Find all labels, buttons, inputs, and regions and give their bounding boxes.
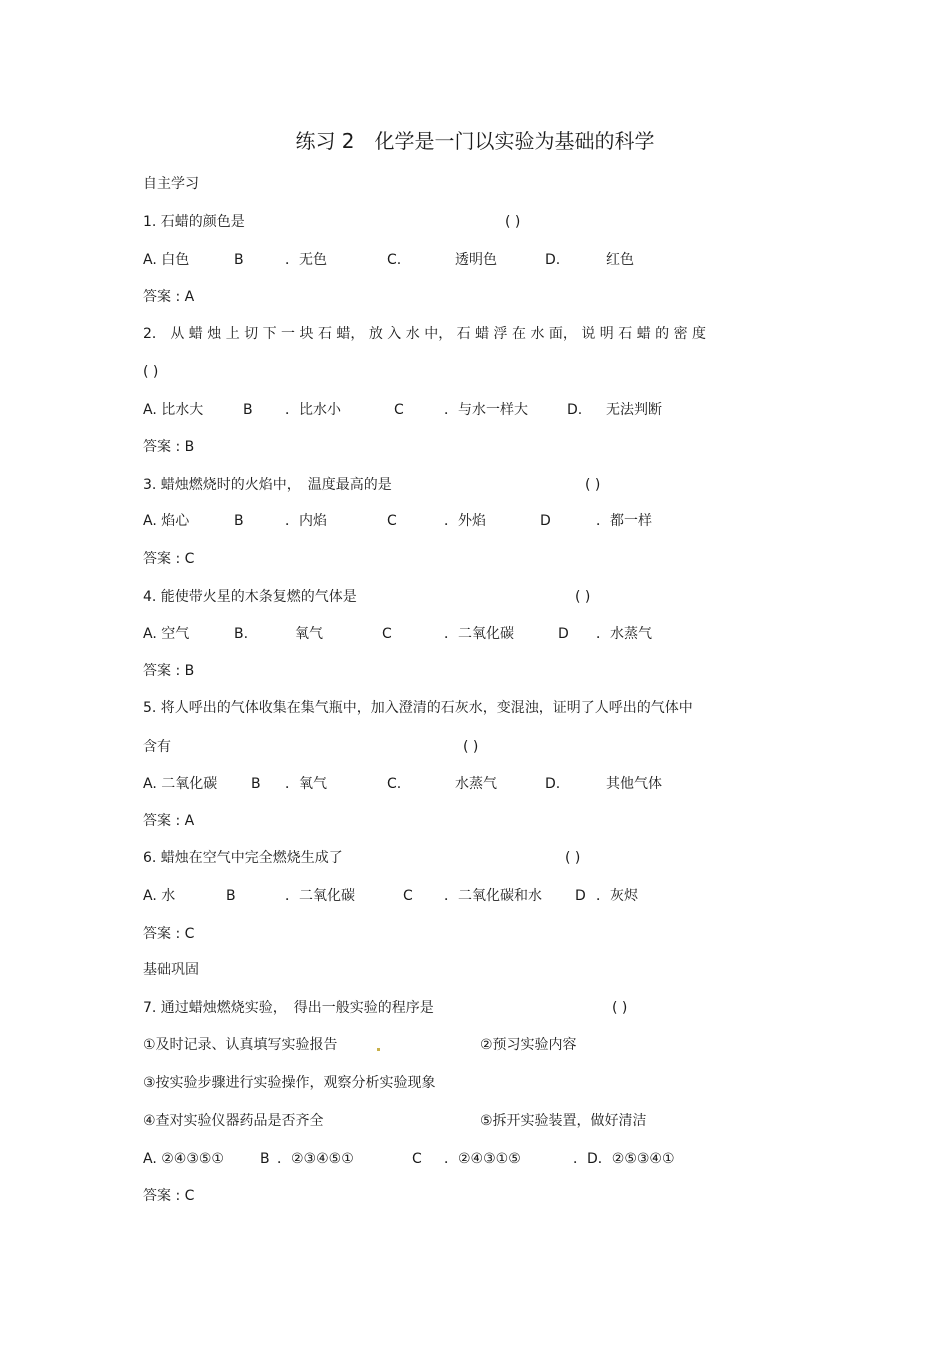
q7-step-item: ①及时记录、认真填写实验报告: [143, 1037, 338, 1053]
q5-option: 水蒸气: [455, 776, 497, 792]
q3-option: ．外焰: [444, 513, 486, 529]
question-5-paren: ( ): [463, 739, 479, 755]
section-heading-self-study: 自主学习: [143, 176, 199, 192]
q7-step-item: ②预习实验内容: [480, 1037, 577, 1053]
question-4-answer: 答案 : B: [143, 663, 195, 679]
q6-option: B: [226, 888, 236, 904]
q3-option: D: [540, 513, 551, 529]
q6-option: C: [403, 888, 413, 904]
q1-option: 透明色: [455, 252, 497, 268]
question-4-paren: ( ): [575, 589, 591, 605]
question-2-stem: 2． 从 蜡 烛 上 切 下 一 块 石 蜡， 放 入 水 中， 石 蜡 浮 在 水 面， 说 明 石 蜡 的 密 度: [143, 326, 707, 342]
q7-step-item: ③按实验步骤进行实验操作，观察分析实验现象: [143, 1075, 436, 1091]
q2-option: C: [394, 402, 404, 418]
q6-option: ．二氧化碳: [285, 888, 355, 904]
q4-option: 氧气: [295, 626, 323, 642]
q1-option: D.: [545, 252, 561, 268]
question-1-stem: 1. 石蜡的颜色是: [143, 214, 245, 230]
question-2-answer: 答案 : B: [143, 439, 195, 455]
question-5-stem-continued: 含有: [143, 739, 171, 755]
q5-option: ．氧气: [285, 776, 327, 792]
q6-option: ．二氧化碳和水: [444, 888, 542, 904]
q4-option: B.: [234, 626, 249, 642]
q4-option: A. 空气: [143, 626, 190, 642]
q7-step-item: ④查对实验仪器药品是否齐全: [143, 1113, 324, 1129]
q7-option: C: [412, 1151, 422, 1167]
q3-option: B: [234, 513, 244, 529]
q4-option: D: [558, 626, 569, 642]
question-2-paren: ( ): [143, 364, 159, 380]
question-7-stem: 7. 通过蜡烛燃烧实验， 得出一般实验的程序是: [143, 1000, 434, 1016]
question-5-answer: 答案 : A: [143, 813, 195, 829]
q1-option: B: [234, 252, 244, 268]
question-7-paren: ( ): [612, 1000, 628, 1016]
question-1-paren: ( ): [505, 214, 521, 230]
q6-option: ．灰烬: [596, 888, 638, 904]
q3-option: A. 焰心: [143, 513, 190, 529]
section-heading-consolidation: 基础巩固: [143, 962, 199, 978]
question-5-stem: 5. 将人呼出的气体收集在集气瓶中，加入澄清的石灰水，变混浊，证明了人呼出的气体中: [143, 700, 693, 716]
q5-option: C.: [387, 776, 402, 792]
q2-option: D.: [567, 402, 583, 418]
q6-option: A. 水: [143, 888, 176, 904]
q7-step-item: ⑤拆开实验装置，做好清洁: [480, 1113, 647, 1129]
q3-option: C: [387, 513, 397, 529]
q4-option: ．水蒸气: [596, 626, 652, 642]
q4-option: C: [382, 626, 392, 642]
q5-option: D.: [545, 776, 561, 792]
q7-option: B: [260, 1151, 270, 1167]
q2-option: A. 比水大: [143, 402, 204, 418]
question-4-stem: 4. 能使带火星的木条复燃的气体是: [143, 589, 357, 605]
stray-mark: [377, 1048, 380, 1051]
q1-option: C.: [387, 252, 402, 268]
question-3-stem: 3. 蜡烛燃烧时的火焰中， 温度最高的是: [143, 477, 392, 493]
q1-option: A. 白色: [143, 252, 190, 268]
q2-option: 无法判断: [606, 402, 662, 418]
q7-option: ．②③④⑤①: [277, 1151, 354, 1167]
q2-option: ．与水一样大: [444, 402, 528, 418]
question-6-paren: ( ): [565, 850, 581, 866]
q3-option: ．都一样: [596, 513, 652, 529]
question-3-paren: ( ): [585, 477, 601, 493]
q7-option: ．②④③①⑤: [444, 1151, 521, 1167]
q5-option: B: [251, 776, 261, 792]
q5-option: 其他气体: [606, 776, 662, 792]
q3-option: ．内焰: [285, 513, 327, 529]
question-3-answer: 答案 : C: [143, 551, 195, 567]
question-6-answer: 答案 : C: [143, 926, 195, 942]
question-1-answer: 答案 : A: [143, 289, 195, 305]
q4-option: ．二氧化碳: [444, 626, 514, 642]
q7-option: ．D．②⑤③④①: [573, 1151, 675, 1167]
q2-option: B: [243, 402, 253, 418]
q2-option: ．比水小: [285, 402, 341, 418]
question-7-answer: 答案 : C: [143, 1188, 195, 1204]
q7-option: A. ②④③⑤①: [143, 1151, 224, 1167]
q1-option: 红色: [606, 252, 634, 268]
q6-option: D: [575, 888, 586, 904]
question-6-stem: 6. 蜡烛在空气中完全燃烧生成了: [143, 850, 343, 866]
page-title: 练习 2 化学是一门以实验为基础的科学: [295, 129, 655, 153]
q1-option: ．无色: [285, 252, 327, 268]
q5-option: A. 二氧化碳: [143, 776, 218, 792]
